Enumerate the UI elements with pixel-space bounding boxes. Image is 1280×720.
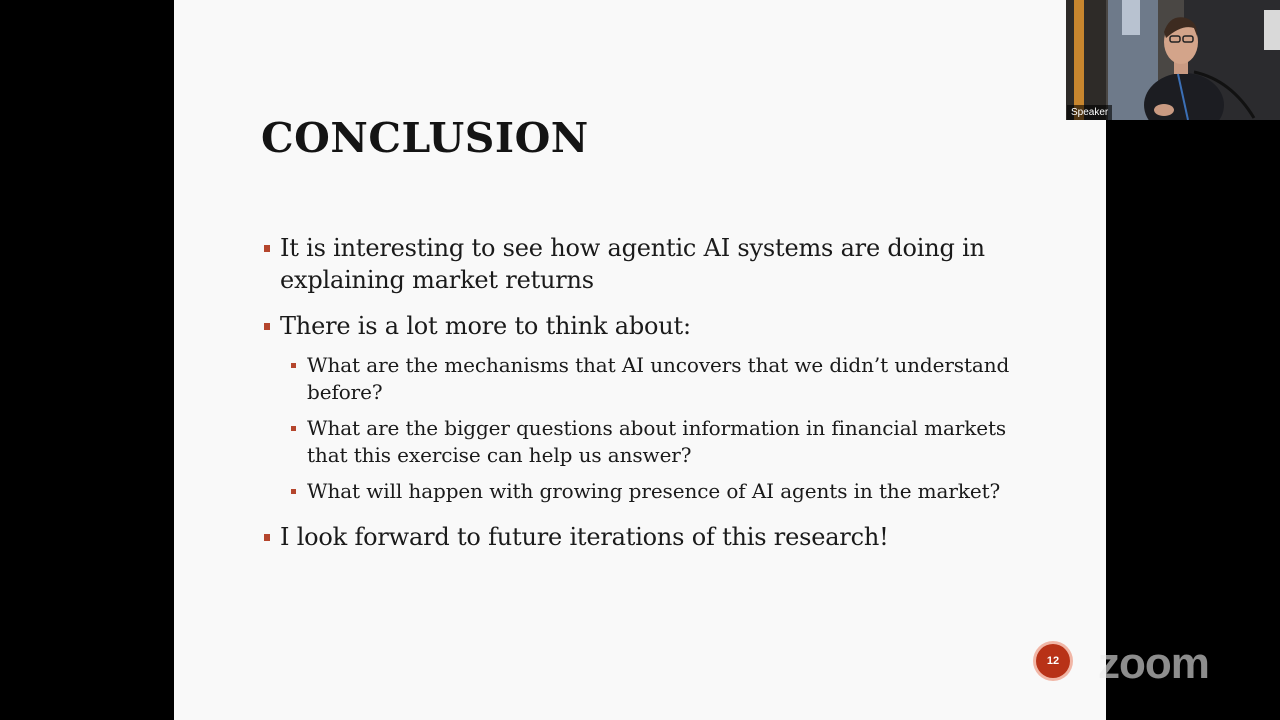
slide-number: 12: [1046, 655, 1060, 667]
zoom-watermark-logo: zoom: [1098, 639, 1209, 688]
sub-bullet-item: What are the mechanisms that AI uncovers that we didn’t understand before?: [289, 352, 1042, 406]
sub-bullet-item: What will happen with growing presence of AI agents in the market?: [289, 478, 1042, 505]
slide-number-badge: [1036, 644, 1070, 678]
slide-content: [262, 232, 1042, 567]
sub-bullet-item: What are the bigger questions about information in financial markets that this exercise can help us answer?: [289, 415, 1042, 469]
bullet-item: I look forward to future iterations of this research!: [262, 521, 1042, 553]
speaker-video-image: [1066, 0, 1280, 120]
presentation-slide: [174, 0, 1106, 720]
bullet-item: It is interesting to see how agentic AI systems are doing in explaining market returns: [262, 232, 1042, 296]
sub-bullet-list: [289, 352, 1042, 505]
bullet-item: There is a lot more to think about:: [262, 310, 1042, 342]
speaker-name-label: Speaker: [1067, 105, 1112, 120]
slide-title: CONCLUSION: [261, 114, 589, 162]
speaker-video-tile[interactable]: [1066, 0, 1280, 120]
